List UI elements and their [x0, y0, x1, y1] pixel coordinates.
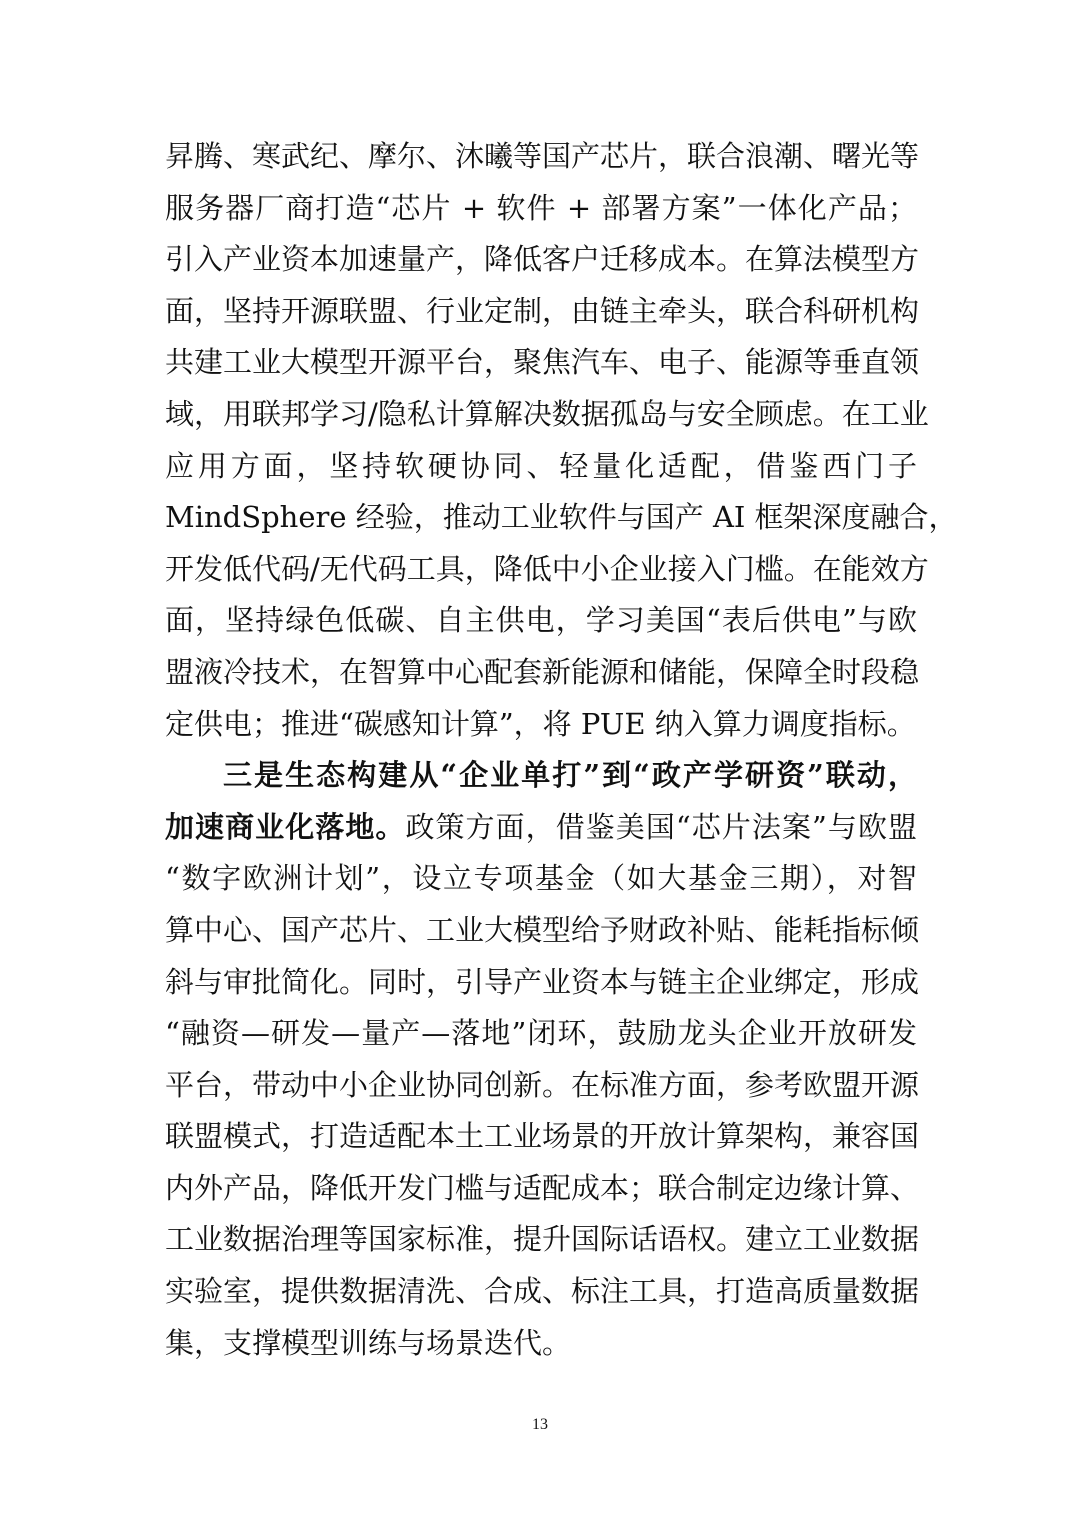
text-line: 盟液冷技术，在智算中心配套新能源和储能，保障全时段稳 — [165, 654, 920, 689]
text-line: 算中心、国产芯片、工业大模型给予财政补贴、能耗指标倾 — [165, 912, 920, 947]
text-line: 面，坚持开源联盟、行业定制，由链主牵头，联合科研机构 — [165, 293, 920, 328]
text-line: 工业数据治理等国家标准，提升国际话语权。建立工业数据 — [165, 1222, 920, 1257]
text-line: 斜与审批简化。同时，引导产业资本与链主企业绑定，形成 — [165, 964, 920, 999]
text-line: 平台，带动中小企业协同创新。在标准方面，参考欧盟开源 — [165, 1067, 920, 1102]
text-line: 域，用联邦学习/隐私计算解决数据孤岛与安全顾虑。在工业 — [165, 396, 929, 431]
text-line: 应用方面，坚持软硬协同、轻量化适配，借鉴西门子 — [165, 448, 917, 483]
page-number: 13 — [532, 1416, 548, 1433]
paragraph-continued — [165, 131, 958, 750]
text-line: 昇腾、寒武纪、摩尔、沐曦等国产芯片，联合浪潮、曙光等 — [165, 139, 920, 173]
text-line-mixed — [165, 802, 917, 854]
text-line: 服务器厂商打造“芯片 + 软件 + 部署方案”一体化产品； — [165, 190, 917, 225]
section-heading-end: 加速商业化落地。 — [165, 809, 406, 844]
text-line: 引入产业资本加速量产，降低客户迁移成本。在算法模型方 — [165, 242, 920, 277]
text-line: 联盟模式，打造适配本土工业场景的开放计算架构，兼容国 — [165, 1119, 920, 1154]
text-line: 共建工业大模型开源平台，聚焦汽车、电子、能源等垂直领 — [165, 345, 920, 380]
document-body — [165, 131, 958, 1369]
text-line: 定供电；推进“碳感知计算”，将 PUE 纳入算力调度指标。 — [165, 706, 916, 741]
text-segment: 政策方面，借鉴美国“芯片法案”与欧盟 — [405, 809, 917, 844]
text-line: MindSphere 经验，推动工业软件与国产 AI 框架深度融合， — [165, 500, 958, 535]
text-line: 内外产品，降低开发门槛与适配成本；联合制定边缘计算、 — [165, 1170, 920, 1205]
text-line: “融资—研发—量产—落地”闭环，鼓励龙头企业开放研发 — [165, 1016, 917, 1051]
section-heading-line: 三是生态构建从“企业单打”到“政产学研资”联动， — [223, 758, 917, 793]
text-line: “数字欧洲计划”，设立专项基金（如大基金三期），对智 — [165, 861, 917, 896]
text-line: 面，坚持绿色低碳、自主供电，学习美国“表后供电”与欧 — [165, 603, 917, 638]
text-line: 实验室，提供数据清洗、合成、标注工具，打造高质量数据 — [165, 1274, 920, 1309]
paragraph-ecosystem — [165, 750, 920, 1369]
text-line: 开发低代码/无代码工具，降低中小企业接入门槛。在能效方 — [165, 551, 929, 586]
text-line: 集，支撑模型训练与场景迭代。 — [165, 1325, 572, 1360]
